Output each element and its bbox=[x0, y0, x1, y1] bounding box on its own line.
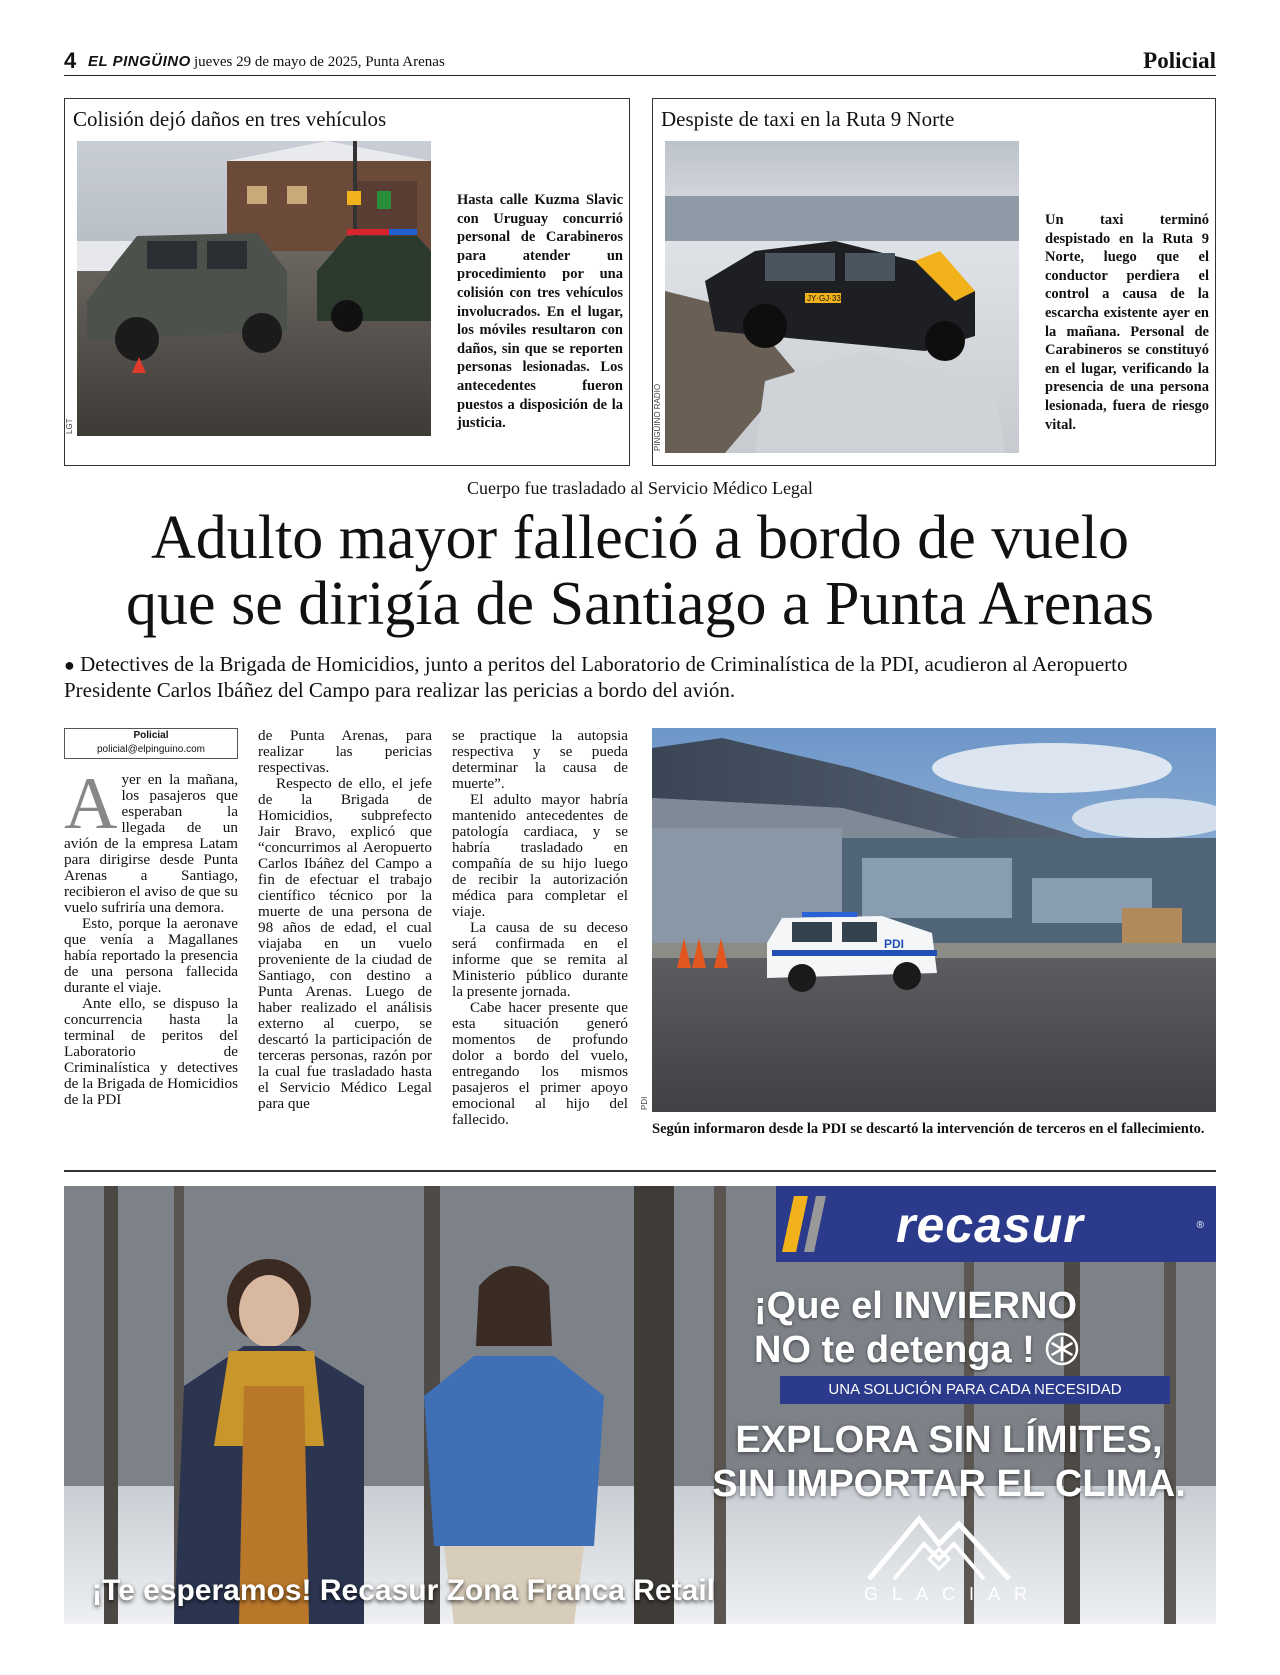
airport-photo-credit: PDI bbox=[640, 1096, 649, 1110]
taxi-text: Un taxi terminó despistado en la Ruta 9 Norte, luego que el conductor perdiera el control a causa de la escarcha existente ayer en la mañana. Personal de Carabineros se constituyó en el lugar, verificando la presencia de una persona lesionada, fuera de riesgo vital. bbox=[1045, 212, 1209, 433]
page-header bbox=[64, 48, 1216, 76]
article-column-1 bbox=[64, 763, 238, 1108]
paragraph: se practique la autopsia respectiva y se pueda determinar la causa de muerte”. bbox=[452, 727, 628, 792]
paragraph-text: yer en la mañana, los pasajeros que esperaban la llegada de un avión de la empresa Latam para dirigirse desde Punta Arenas a Santiago, recibieron el aviso de que su vuelo sufriría una demora. bbox=[64, 771, 238, 916]
ad-tagline-bar: UNA SOLUCIÓN PARA CADA NECESIDAD bbox=[780, 1376, 1170, 1404]
bullet-icon: ● bbox=[64, 655, 75, 675]
newspaper-logo: EL PINGÜINO bbox=[88, 53, 191, 70]
paragraph: Ante ello, se dispuso la concurrencia hasta la terminal de peritos del Laboratorio de Criminalística y detectives de la Brigada de Homicidios de la PDI bbox=[64, 995, 238, 1108]
paragraph: Cabe hacer presente que esta situación generó momentos de profundo dolor a bordo del vuelo, entregando los mismos pasajeros el primer apoyo emocional al hijo del fallecido. bbox=[452, 999, 628, 1128]
article-kicker: Cuerpo fue trasladado al Servicio Médico Legal bbox=[467, 478, 813, 498]
lead-text: Detectives de la Brigada de Homicidios, junto a peritos del Laboratorio de Criminalística de la PDI, acudieron al Aeropuerto Presidente Carlos Ibáñez del Campo para realizar las pericias a bordo del avión. bbox=[64, 652, 1128, 702]
collision-text: Hasta calle Kuzma Slavic con Uruguay concurrió personal de Carabineros para atender un procedimiento por una colisión con tres vehículos involucrados. En el lugar, los móviles resultaron con daños, sin que se reporten personas lesionadas. Los antecedentes fueron puestos a disposición de la justicia. bbox=[457, 192, 623, 432]
taxi-photo-credit: PINGÜINO RADIO bbox=[653, 383, 662, 451]
mountain-logo-icon bbox=[864, 1504, 1014, 1584]
registered-mark: ® bbox=[1196, 1220, 1204, 1231]
airport-photo bbox=[652, 728, 1216, 1112]
taxi-box bbox=[652, 98, 1216, 466]
taxi-title: Despiste de taxi en la Ruta 9 Norte bbox=[661, 107, 955, 131]
article-column-2 bbox=[258, 728, 432, 1112]
recasur-brand-bar bbox=[776, 1186, 1216, 1262]
paragraph: La causa de su deceso será confirmada en el informe que se remita al Ministerio público durante la presente jornada. bbox=[452, 919, 628, 1000]
page-number: 4 bbox=[64, 48, 77, 73]
paragraph: Esto, porque la aeronave que venía a Magallanes había reportado la presencia de una persona fallecida durante el viaje. bbox=[64, 915, 238, 996]
collision-box bbox=[64, 98, 630, 466]
headline-line-2: que se dirigía de Santiago a Punta Arenas bbox=[126, 570, 1154, 638]
article-lead bbox=[64, 652, 1216, 703]
explora-line-2: SIN IMPORTAR EL CLIMA. bbox=[712, 1463, 1186, 1505]
paragraph bbox=[64, 763, 238, 916]
section-name: Policial bbox=[1143, 48, 1216, 73]
brand-stripe bbox=[782, 1196, 808, 1252]
taxi-plate: JY·GJ·33 bbox=[807, 294, 841, 303]
collision-title: Colisión dejó daños en tres vehículos bbox=[73, 107, 387, 131]
ad-explora-text bbox=[684, 1418, 1214, 1506]
airport-caption: Según informaron desde la PDI se descartó la intervención de terceros en el fallecimiento. bbox=[652, 1121, 1205, 1137]
collision-photo-credit: LGT bbox=[65, 418, 74, 434]
article-headline bbox=[0, 505, 1280, 637]
section-divider bbox=[64, 1170, 1216, 1172]
recasur-advertisement[interactable] bbox=[64, 1186, 1216, 1624]
article-column-3 bbox=[452, 728, 628, 1128]
byline-section: Policial bbox=[133, 730, 169, 741]
byline-box bbox=[64, 728, 238, 759]
glaciar-wordmark: GLACIAR bbox=[864, 1584, 1042, 1604]
paragraph: de Punta Arenas, para realizar las pericias respectivas. bbox=[258, 727, 432, 776]
brand-stripe bbox=[804, 1196, 826, 1252]
ad-footer-text: ¡Te esperamos! Recasur Zona Franca Retail bbox=[92, 1574, 715, 1607]
recasur-logo: recasur bbox=[896, 1197, 1084, 1253]
headline-line-1: Adulto mayor falleció a bordo de vuelo bbox=[151, 504, 1129, 572]
collision-photo bbox=[77, 141, 431, 436]
slogan-line-2-text: NO te detenga ! bbox=[754, 1329, 1035, 1371]
explora-line-1: EXPLORA SIN LÍMITES, bbox=[735, 1419, 1163, 1461]
snowflake-icon bbox=[1045, 1332, 1079, 1366]
taxi-photo bbox=[665, 141, 1019, 453]
byline-email[interactable]: policial@elpinguino.com bbox=[97, 744, 205, 755]
slogan-line-1: ¡Que el INVIERNO bbox=[754, 1285, 1078, 1327]
slogan-line-2 bbox=[754, 1328, 1134, 1372]
dateline: jueves 29 de mayo de 2025, Punta Arenas bbox=[194, 54, 445, 70]
paragraph: Respecto de ello, el jefe de la Brigada de Homicidios, subprefecto Jair Bravo, explicó que “concurrimos al Aeropuerto Carlos Ibáñez del Campo a fin de efectuar el trabajo científico técnico por la muerte de una persona de 98 años de edad, el cual viajaba en un vuelo proveniente de la ciudad de Santiago, con destino a Punta Arenas. Luego de haber realizado el análisis externo al cuerpo, se descartó la participación de terceras personas, razón por la cual fue trasladado hasta el Servicio Médico Legal para que bbox=[258, 775, 432, 1112]
paragraph: El adulto mayor habría mantenido antecedentes de patología cardiaca, y se habría trasladado en compañía de su hijo luego de recibir la autorización médica para completar el viaje. bbox=[452, 791, 628, 920]
drop-cap: A bbox=[64, 763, 118, 845]
ad-slogan bbox=[754, 1284, 1134, 1372]
pdi-label: PDI bbox=[884, 937, 905, 951]
